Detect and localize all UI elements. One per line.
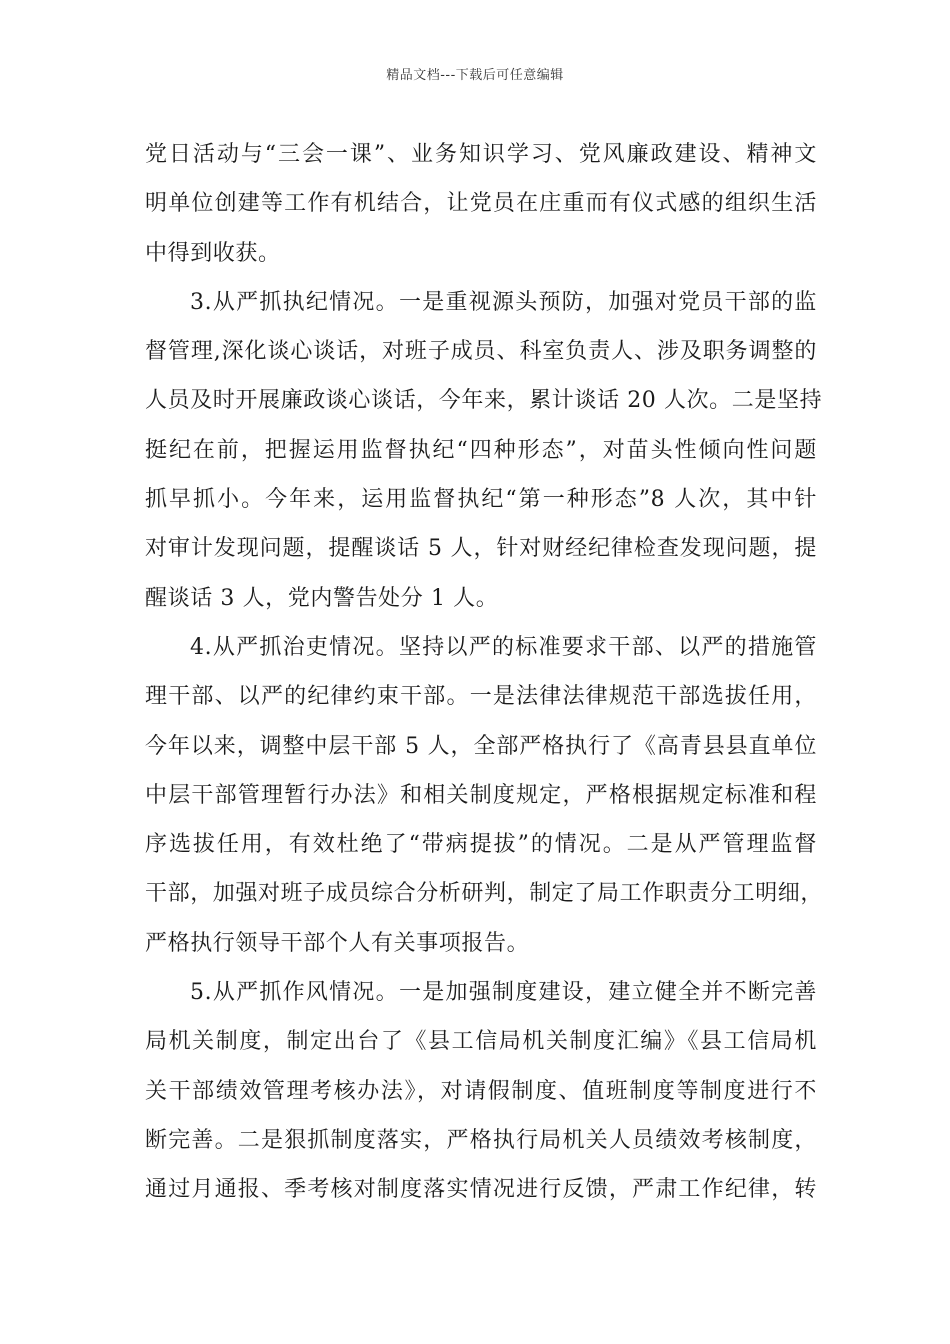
text-line: 挺纪在前，把握运用监督执纪“四种形态”，对苗头性倾向性问题: [145, 437, 817, 463]
text-line: 严格执行领导干部个人有关事项报告。: [145, 930, 530, 956]
text-line: 3.从严抓执纪情况。一是重视源头预防，加强对党员干部的监: [190, 289, 817, 315]
text-line: 干部，加强对班子成员综合分析研判，制定了局工作职责分工明细，: [145, 881, 824, 907]
text-line: 序选拔任用，有效杜绝了“带病提拔”的情况。二是从严管理监督: [145, 832, 817, 858]
paragraph-1: [145, 130, 817, 278]
paragraph-2: [145, 278, 823, 623]
text-line: 醒谈话 3 人，党内警告处分 1 人。: [145, 585, 499, 611]
text-line: 4.从严抓治吏情况。坚持以严的标准要求干部、以严的措施管: [190, 634, 817, 660]
document-body: [145, 130, 824, 1215]
text-line: 人员及时开展廉政谈心谈话，今年来，累计谈话 20 人次。二是坚持: [145, 388, 823, 414]
paragraph-3: [145, 623, 824, 968]
text-line: 5.从严抓作风情况。一是加强制度建设，建立健全并不断完善: [190, 980, 817, 1006]
text-line: 对审计发现问题，提醒谈话 5 人，针对财经纪律检查发现问题，提: [145, 536, 817, 562]
text-line: 党日活动与“三会一课”、业务知识学习、党风廉政建设、精神文: [145, 142, 817, 167]
text-line: 今年以来，调整中层干部 5 人，全部严格执行了《高青县县直单位: [145, 733, 817, 759]
text-line: 中得到收获。: [145, 240, 281, 266]
text-line: 明单位创建等工作有机结合，让党员在庄重而有仪式感的组织生活: [145, 191, 817, 217]
text-line: 通过月通报、季考核对制度落实情况进行反馈，严肃工作纪律，转: [145, 1177, 817, 1203]
text-line: 理干部、以严的纪律约束干部。一是法律法律规范干部选拔任用，: [145, 684, 817, 710]
text-line: 督管理,深化谈心谈话，对班子成员、科室负责人、涉及职务调整的: [145, 339, 817, 365]
paragraph-4: [145, 968, 817, 1214]
text-line: 局机关制度，制定出台了《县工信局机关制度汇编》《县工信局机: [145, 1029, 817, 1055]
text-line: 断完善。二是狠抓制度落实，严格执行局机关人员绩效考核制度，: [145, 1127, 817, 1153]
text-line: 关干部绩效管理考核办法》，对请假制度、值班制度等制度进行不: [145, 1078, 817, 1104]
text-line: 抓早抓小。今年来，运用监督执纪“第一种形态”8 人次，其中针: [145, 487, 817, 513]
page-header: 精品文档---下载后可任意编辑: [386, 68, 564, 83]
text-line: 中层干部管理暂行办法》和相关制度规定，严格根据规定标准和程: [145, 782, 817, 808]
